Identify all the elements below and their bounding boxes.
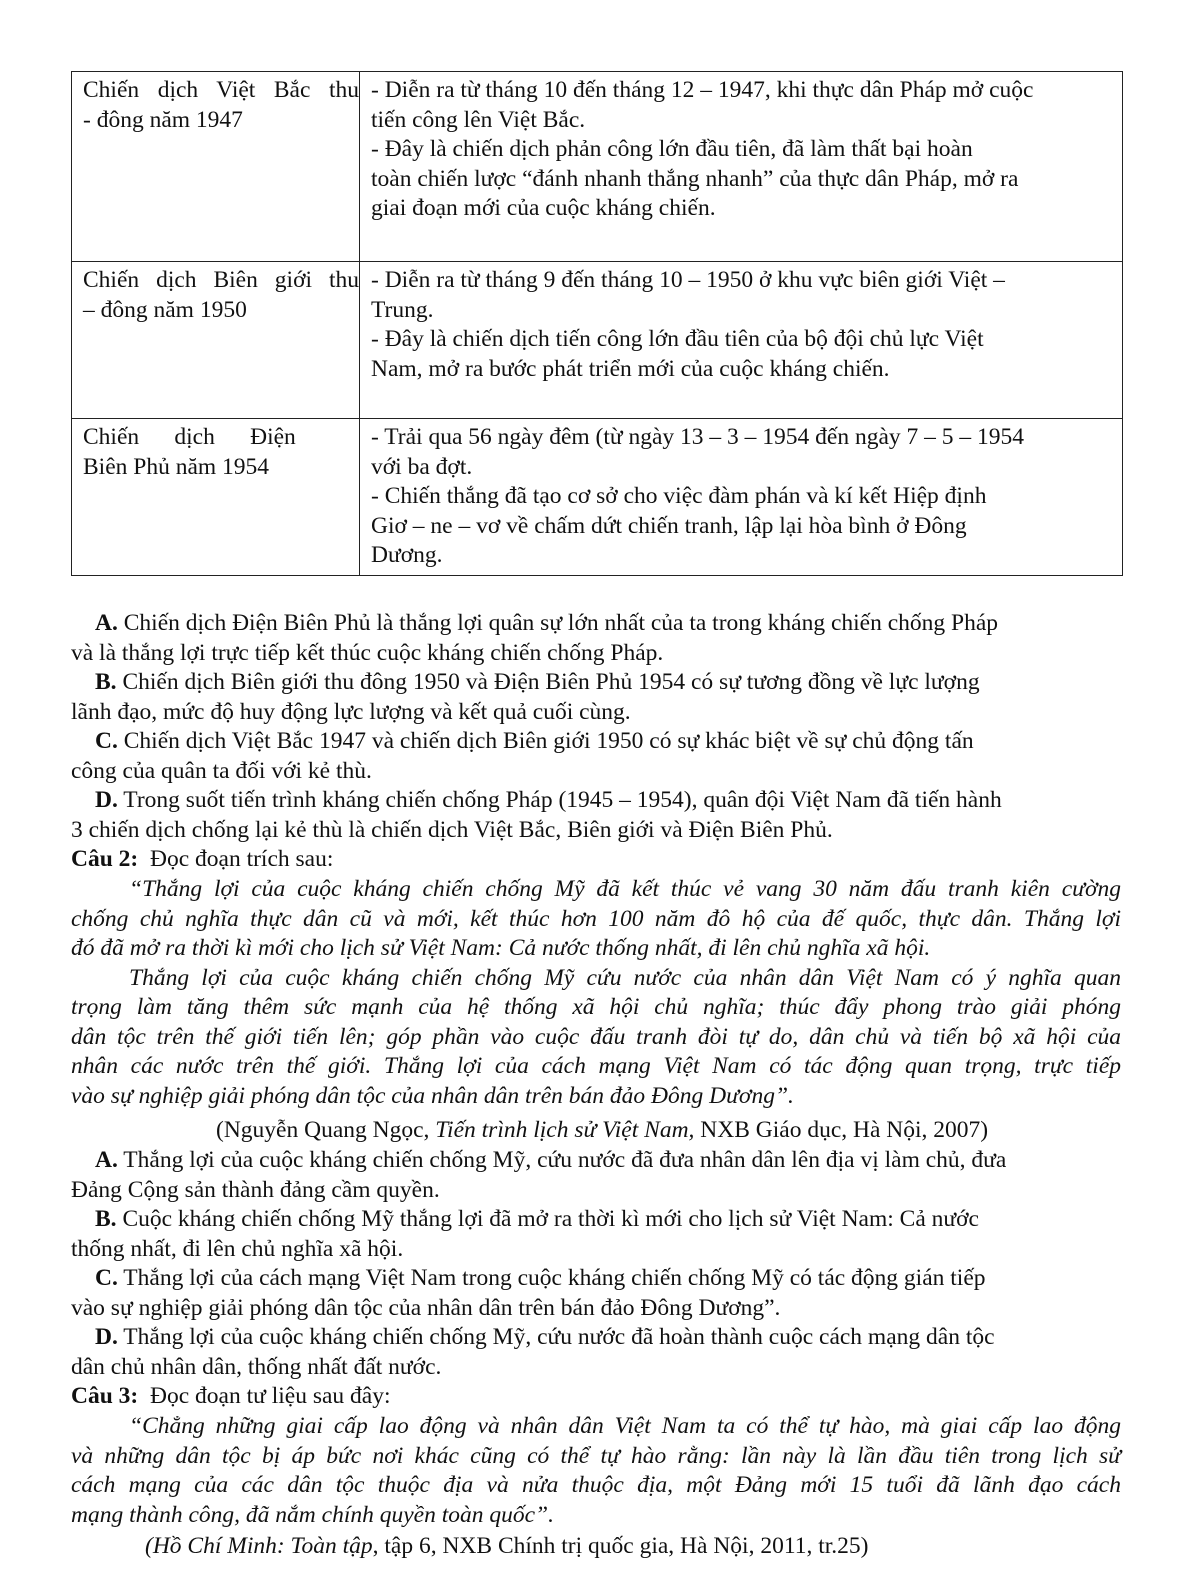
cell-line: Chiến dịch Điện — [83, 424, 296, 450]
option-text-cont: dân chủ nhân dân, thống nhất đất nước. — [71, 1353, 442, 1380]
cell-line: Giơ – ne – vơ về chấm dứt chiến tranh, lập lại hòa bình ở Đông — [371, 512, 967, 539]
cell-line: - Diễn ra từ tháng 9 đến tháng 10 – 1950 ở khu vực biên giới Việt – — [371, 267, 1005, 293]
q2-source-citation — [71, 1116, 1121, 1146]
table-row — [72, 262, 1123, 419]
cell-line: Nam, mở ra bước phát triển mới của cuộc kháng chiến. — [371, 355, 890, 382]
option-letter: B. — [95, 1206, 117, 1232]
quote-line: chống chủ nghĩa thực dân cũ và mới, kết thúc hơn 100 năm đô hộ của đế quốc, thực dân. Thắng lợi — [71, 905, 1121, 932]
cell-line: Chiến dịch Việt Bắc thu — [83, 77, 359, 103]
option-text: Thắng lợi của cách mạng Việt Nam trong cuộc kháng chiến chống Mỹ có tác động gián tiếp — [117, 1265, 986, 1291]
campaign-name-cell — [72, 262, 360, 419]
campaign-name-cell — [72, 72, 360, 262]
option-text: Thắng lợi của cuộc kháng chiến chống Mỹ, cứu nước đã đưa nhân dân lên địa vị làm chủ, đưa — [117, 1147, 1007, 1173]
option-text-cont: vào sự nghiệp giải phóng dân tộc của nhân dân trên bán đảo Đông Dương”. — [71, 1294, 781, 1321]
option-letter: D. — [95, 1324, 118, 1350]
option-text: Chiến dịch Việt Bắc 1947 và chiến dịch Biên giới 1950 có sự khác biệt về sự chủ động tấn — [117, 728, 974, 754]
option-text-cont: lãnh đạo, mức độ huy động lực lượng và kết quả cuối cùng. — [71, 698, 631, 725]
q2-quote — [71, 875, 1121, 1111]
table-row — [72, 419, 1123, 576]
question-label: Câu 2: — [71, 846, 139, 872]
cell-line: toàn chiến lược “đánh nhanh thắng nhanh” của thực dân Pháp, mở ra — [371, 165, 1019, 192]
table-row — [72, 72, 1123, 262]
cell-line: Chiến dịch Biên giới thu — [83, 267, 359, 293]
q3-source-citation — [71, 1532, 1121, 1562]
cell-line: Dương. — [371, 542, 443, 568]
quote-line: “Thắng lợi của cuộc kháng chiến chống Mỹ đã kết thúc vẻ vang 30 năm đấu tranh kiên cường — [129, 876, 1121, 902]
option-letter: D. — [95, 787, 118, 813]
cell-line: - Đây là chiến dịch phản công lớn đầu tiên, đã làm thất bại hoàn — [371, 136, 973, 162]
question-label: Câu 3: — [71, 1383, 139, 1409]
quote-line: mạng thành công, đã nắm chính quyền toàn quốc”. — [71, 1501, 555, 1528]
q2-option-a — [71, 1146, 1121, 1205]
q1-option-d — [71, 786, 1121, 845]
q1-option-a — [71, 609, 1121, 668]
question-prompt: Đọc đoạn tư liệu sau đây: — [138, 1383, 391, 1409]
option-letter: A. — [95, 610, 118, 636]
quote-line: và những dân tộc bị áp bức nơi khác cũng có thể tự hào rằng: lần này là lần đầu tiên trong lịch sử — [71, 1442, 1121, 1469]
quote-line: dân tộc trên thế giới tiến lên; góp phần vào cuộc đấu tranh đòi tự do, dân chủ và tiến bộ xã hội của — [71, 1023, 1121, 1050]
q2-heading — [71, 845, 1121, 875]
option-text: Cuộc kháng chiến chống Mỹ thắng lợi đã mở ra thời kì mới cho lịch sử Việt Nam: Cả nước — [116, 1206, 979, 1232]
citation-author: (Nguyễn Quang Ngọc, — [216, 1117, 436, 1143]
option-text: Trong suốt tiến trình kháng chiến chống Pháp (1945 – 1954), quân đội Việt Nam đã tiến hành — [117, 787, 1002, 813]
quote-line: trọng làm tăng thêm sức mạnh của hệ thống xã hội chủ nghĩa; thúc đẩy phong trào giải phóng — [71, 994, 1121, 1020]
option-text-cont: thống nhất, đi lên chủ nghĩa xã hội. — [71, 1235, 404, 1262]
q3-heading — [71, 1382, 1121, 1412]
campaign-table — [71, 71, 1123, 576]
option-letter: A. — [95, 1147, 118, 1173]
cell-line: - Đây là chiến dịch tiến công lớn đầu tiên của bộ đội chủ lực Việt — [371, 326, 984, 352]
option-text-cont: 3 chiến dịch chống lại kẻ thù là chiến dịch Việt Bắc, Biên giới và Điện Biên Phủ. — [71, 816, 833, 843]
cell-line: Biên Phủ năm 1954 — [83, 453, 270, 480]
cell-line: - Diễn ra từ tháng 10 đến tháng 12 – 1947, khi thực dân Pháp mở cuộc — [371, 77, 1034, 103]
question-prompt: Đọc đoạn trích sau: — [138, 846, 334, 872]
option-text-cont: công của quân ta đối với kẻ thù. — [71, 757, 372, 784]
quote-line: nhân các nước trên thế giới. Thắng lợi của cách mạng Việt Nam có tác động quan trọng, trực tiếp — [71, 1053, 1121, 1079]
cell-line: - Trải qua 56 ngày đêm (từ ngày 13 – 3 – 1954 đến ngày 7 – 5 – 1954 — [371, 424, 1025, 450]
quote-line: đó đã mở ra thời kì mới cho lịch sử Việt Nam: Cả nước thống nhất, đi lên chủ nghĩa xã hội. — [71, 935, 931, 961]
option-text: Chiến dịch Biên giới thu đông 1950 và Điện Biên Phủ 1954 có sự tương đồng về lực lượng — [116, 669, 980, 695]
quote-line: cách mạng của các dân tộc thuộc địa và nửa thuộc địa, một Đảng mới 15 tuổi đã lãnh đạo cách — [71, 1472, 1121, 1498]
cell-line: - Chiến thắng đã tạo cơ sở cho việc đàm phán và kí kết Hiệp định — [371, 483, 987, 509]
option-text-cont: Đảng Cộng sản thành đảng cầm quyền. — [71, 1176, 440, 1203]
citation-title: Tiến trình lịch sử Việt Nam, — [435, 1117, 695, 1143]
campaign-desc-cell — [360, 72, 1123, 262]
cell-line: – đông năm 1950 — [83, 296, 247, 323]
q1-option-c — [71, 727, 1121, 786]
option-letter: B. — [95, 669, 117, 695]
campaign-desc-cell — [360, 419, 1123, 576]
quote-line: “Chẳng những giai cấp lao động và nhân dân Việt Nam ta có thể tự hào, mà giai cấp lao động — [129, 1413, 1121, 1439]
q2-option-d — [71, 1323, 1121, 1382]
citation-title: (Hồ Chí Minh: Toàn tập — [145, 1533, 373, 1559]
citation-publisher: , tập 6, NXB Chính trị quốc gia, Hà Nội, 2011, tr.25) — [372, 1533, 869, 1559]
campaign-desc-cell — [360, 262, 1123, 419]
citation-publisher: NXB Giáo dục, Hà Nội, 2007) — [694, 1117, 989, 1143]
option-text: Chiến dịch Điện Biên Phủ là thắng lợi quân sự lớn nhất của ta trong kháng chiến chống Pháp — [117, 610, 999, 636]
cell-line: tiến công lên Việt Bắc. — [371, 106, 586, 133]
cell-line: - đông năm 1947 — [83, 106, 243, 133]
option-letter: C. — [95, 728, 118, 754]
cell-line: giai đoạn mới của cuộc kháng chiến. — [371, 195, 716, 221]
q2-option-b — [71, 1205, 1121, 1264]
campaign-name-cell — [72, 419, 360, 576]
q2-option-c — [71, 1264, 1121, 1323]
option-letter: C. — [95, 1265, 118, 1291]
q3-quote — [71, 1412, 1121, 1530]
option-text: Thắng lợi của cuộc kháng chiến chống Mỹ, cứu nước đã hoàn thành cuộc cách mạng dân tộc — [117, 1324, 995, 1350]
option-text-cont: và là thắng lợi trực tiếp kết thúc cuộc kháng chiến chống Pháp. — [71, 639, 664, 666]
cell-line: với ba đợt. — [371, 453, 473, 480]
cell-line: Trung. — [371, 296, 434, 323]
quote-line: Thắng lợi của cuộc kháng chiến chống Mỹ cứu nước của nhân dân Việt Nam có ý nghĩa quan — [129, 964, 1121, 991]
quote-line: vào sự nghiệp giải phóng dân tộc của nhân dân trên bán đảo Đông Dương”. — [71, 1082, 794, 1109]
q1-option-b — [71, 668, 1121, 727]
